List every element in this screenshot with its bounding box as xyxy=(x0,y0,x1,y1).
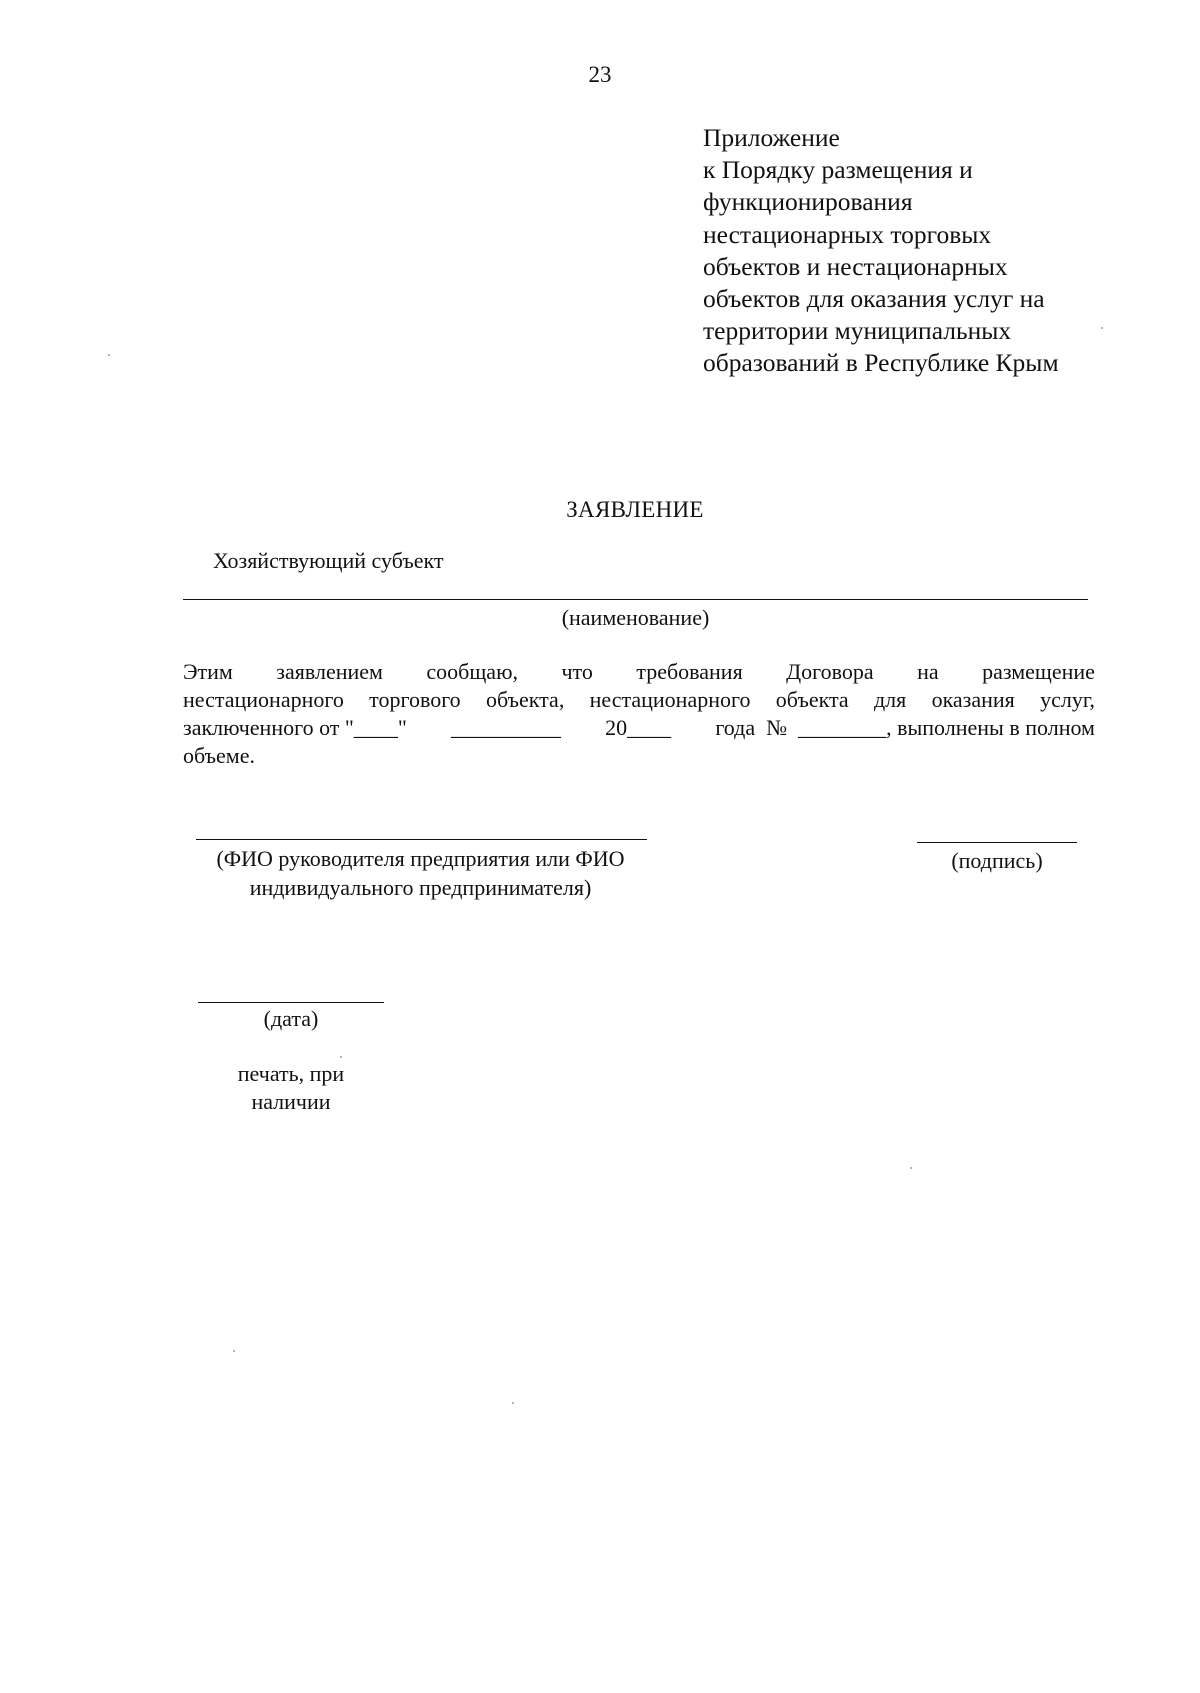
statement-line-3 xyxy=(183,714,1095,742)
statement-line-4: объеме. xyxy=(183,743,255,768)
statement-word: объекта xyxy=(775,687,849,712)
annex-line: нестационарных торговых xyxy=(703,219,992,249)
fio-fill-line xyxy=(196,839,647,840)
statement-segment: __________ xyxy=(451,715,562,740)
annex-line: территории муниципальных xyxy=(703,316,1012,346)
name-fill-line xyxy=(183,599,1088,600)
scan-speck xyxy=(910,1167,912,1169)
fio-caption-line: (ФИО руководителя предприятия или ФИО xyxy=(216,846,625,871)
stamp-note-line: наличии xyxy=(251,1089,331,1114)
subject-label: Хозяйствующий субъект xyxy=(213,548,444,573)
statement-word: на xyxy=(917,659,939,684)
stamp-note-line: печать, при xyxy=(237,1061,345,1086)
statement-word: заявлением xyxy=(276,659,383,684)
statement-word: объекта, xyxy=(485,687,565,712)
scan-speck xyxy=(512,1402,514,1404)
statement-word: оказания xyxy=(931,687,1015,712)
scan-speck xyxy=(340,1056,342,1058)
annex-line: к Порядку размещения и xyxy=(703,155,973,185)
statement-line-1 xyxy=(183,658,1095,686)
annex-line: объектов для оказания услуг на xyxy=(703,284,1045,314)
date-fill-line xyxy=(198,1002,384,1003)
annex-line: Приложение xyxy=(703,123,840,152)
date-caption: (дата) xyxy=(263,1006,319,1031)
statement-segment: 20____ xyxy=(605,715,672,740)
statement-word: требования xyxy=(636,659,743,684)
scan-speck xyxy=(1101,327,1103,329)
statement-word: размещение xyxy=(982,659,1095,684)
scan-speck xyxy=(108,354,110,356)
fio-caption xyxy=(183,844,658,902)
fio-caption-line: индивидуального предпринимателя) xyxy=(249,875,592,900)
statement-paragraph xyxy=(183,658,1095,770)
statement-word: нестационарного xyxy=(183,687,344,712)
statement-segment: года № ________, выполнены в полном xyxy=(715,715,1095,740)
statement-word: нестационарного xyxy=(589,687,751,712)
statement-word: торгового xyxy=(369,687,461,712)
statement-word: что xyxy=(561,659,593,684)
document-title: ЗАЯВЛЕНИЕ xyxy=(566,497,704,522)
page-number: 23 xyxy=(588,62,612,87)
statement-word: Этим xyxy=(183,659,233,684)
signature-caption: (подпись) xyxy=(951,848,1043,873)
name-caption: (наименование) xyxy=(561,605,710,630)
stamp-note xyxy=(198,1060,384,1116)
statement-segment: заключенного от "____" xyxy=(183,715,407,740)
annex-header xyxy=(703,122,1143,380)
signature-fill-line xyxy=(917,842,1077,843)
statement-word: услуг, xyxy=(1040,687,1095,712)
statement-word: сообщаю, xyxy=(426,659,519,684)
statement-word: Договора xyxy=(786,659,874,684)
annex-line: функционирования xyxy=(703,187,913,217)
annex-line: образований в Республике Крым xyxy=(703,348,1059,378)
statement-word: для xyxy=(873,687,907,712)
annex-line: объектов и нестационарных xyxy=(703,251,1008,281)
scan-speck xyxy=(233,1350,235,1352)
statement-line-2 xyxy=(183,686,1095,714)
